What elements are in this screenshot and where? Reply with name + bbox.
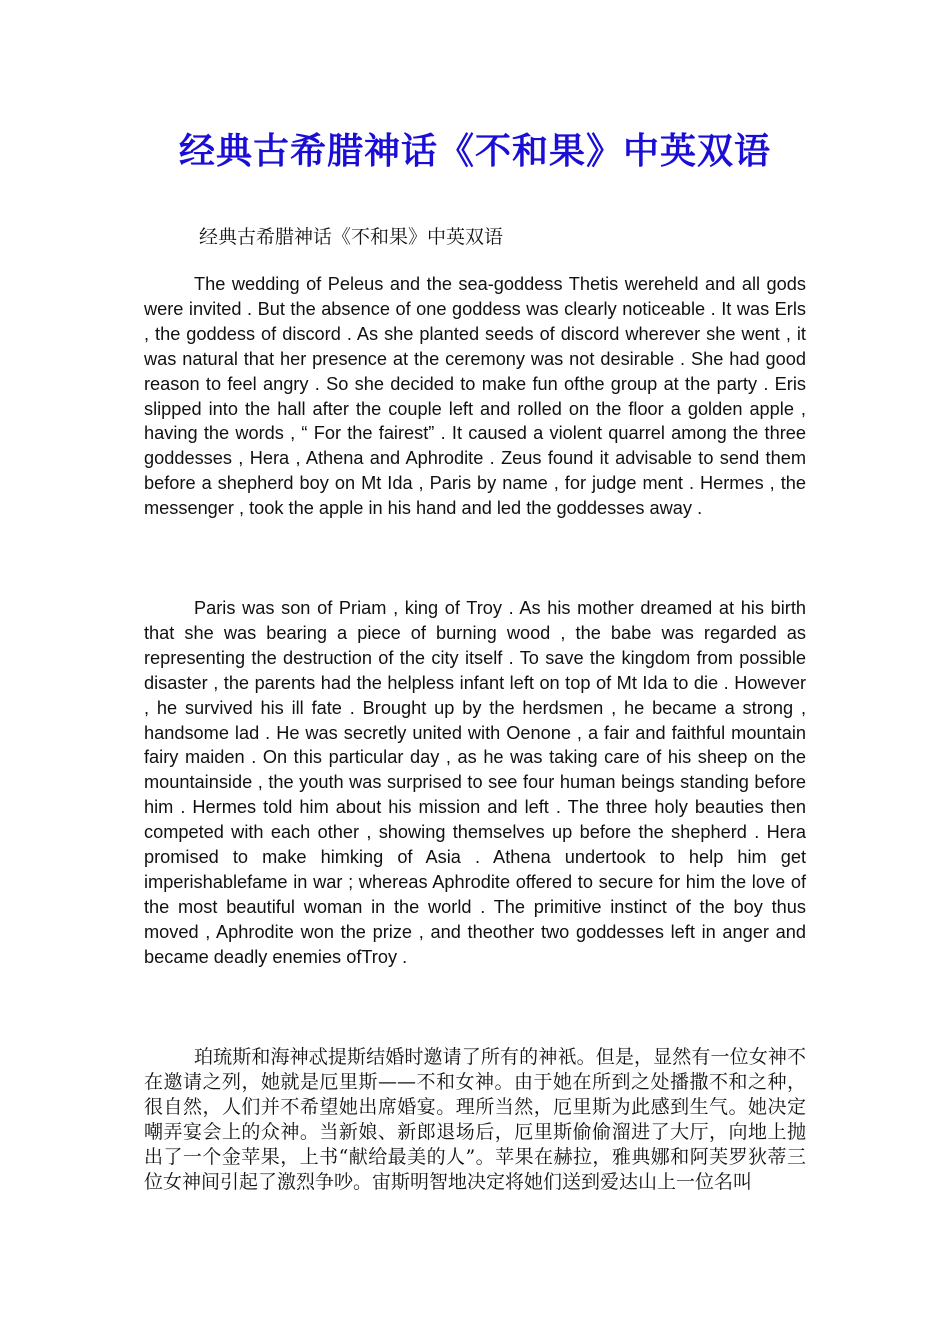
english-paragraph-1: The wedding of Peleus and the sea-goddess Thetis wereheld and all gods were invited . But the absence of one goddess was clearly noticeable . It was Erls , the goddess of discord . As she planted seeds of discord wherever she went , it was natural that her presence at the ceremony was not desirable . She had good reason to feel angry . So she decided to make fun ofthe group at the party . Eris slipped into the hall after the couple left and rolled on the floor a golden apple , having the words , “ For the fairest” . It caused a violent quarrel among the three goddesses , Hera , Athena and Aphrodite . Zeus found it advisable to send them before a shepherd boy on Mt Ida , Paris by name , for judge ment . Hermes , the messenger , took the apple in his hand and led the goddesses away . [144, 274, 806, 519]
chinese-paragraph-1: 珀琉斯和海神忒提斯结婚时邀请了所有的神祇。但是，显然有一位女神不在邀请之列，她就是厄里斯——不和女神。由于她在所到之处播撒不和之种，很自然，人们并不希望她出席婚宴。理所当然，厄里斯为此感到生气。她决定嘲弄宴会上的众神。当新娘、新郎退场后，厄里斯偷偷溜进了大厅，向地上抛出了一个金苹果，上书“献给最美的人”。苹果在赫拉，雅典娜和阿芙罗狄蒂三位女神间引起了激烈争吵。宙斯明智地决定将她们送到爱达山上一位名叫 [144, 1046, 806, 1193]
english-paragraph-2: Paris was son of Priam , king of Troy . As his mother dreamed at his birth that she was bearing a piece of burning wood , the babe was regarded as representing the destruction of the city itself . To save the kingdom from possible disaster , the parents had the helpless infant left on top of Mt Ida to die . However , he survived his ill fate . Brought up by the herdsmen , he became a strong , handsome lad . He was secretly united with Oenone , a fair and faithful mountain fairy maiden . On this particular day , as he was taking care of his sheep on the mountainside , the youth was surprised to see four human beings standing before him . Hermes told him about his mission and left . The three holy beauties then competed with each other , showing themselves up before the shepherd . Hera promised to make himking of Asia . Athena undertook to help him get imperishablefame in war ; whereas Aphrodite offered to secure for him the love of the most beautiful woman in the world . The primitive instinct of the boy thus moved , Aphrodite won the prize , and theother two goddesses left in anger and became deadly enemies ofTroy . [144, 598, 806, 967]
document-subtitle: 经典古希腊神话《不和果》中英双语 [199, 226, 504, 248]
document-title: 经典古希腊神话《不和果》中英双语 [178, 130, 771, 172]
